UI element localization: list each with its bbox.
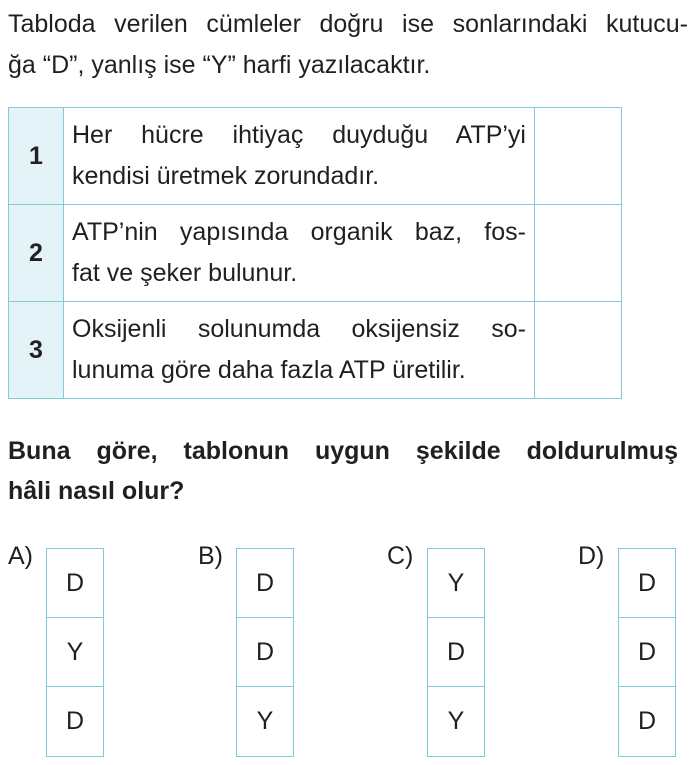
- instructions-line-1: Tabloda verilen cümleler doğru ise sonlarındaki kutucu-: [8, 10, 688, 38]
- statement-line: ATP’nin yapısında organik baz, fos-: [72, 218, 526, 246]
- option-label: D): [578, 542, 605, 570]
- statements-table: [8, 107, 622, 399]
- statement-text: [64, 108, 535, 205]
- statement-line: Oksijenli solunumda oksijensiz so-: [72, 315, 526, 343]
- option-cell: Y: [447, 707, 465, 735]
- question-line-2: hâli nasıl olur?: [8, 477, 185, 505]
- answer-box[interactable]: [535, 108, 622, 205]
- option-answer-column: [46, 548, 104, 757]
- question-text: [8, 431, 678, 511]
- option-cell: D: [428, 618, 484, 687]
- option-answer-column: [236, 548, 294, 757]
- option-label: C): [387, 542, 414, 570]
- statement-line: Her hücre ihtiyaç duyduğu ATP’yi: [72, 121, 526, 149]
- statement-line: fat ve şeker bulunur.: [72, 259, 298, 287]
- statement-number: 3: [9, 302, 64, 399]
- option-cell: D: [47, 549, 103, 618]
- option-cell: Y: [47, 618, 103, 687]
- statement-line: kendisi üretmek zorundadır.: [72, 162, 380, 190]
- instructions: [8, 4, 688, 86]
- answer-box[interactable]: [535, 205, 622, 302]
- option-cell: Y: [428, 549, 484, 618]
- answer-box[interactable]: [535, 302, 622, 399]
- statement-number: 1: [9, 108, 64, 205]
- option-cell: D: [619, 549, 675, 618]
- option-answer-column: [618, 548, 676, 757]
- statement-number: 2: [9, 205, 64, 302]
- option-cell: D: [637, 707, 657, 735]
- statement-row: [9, 302, 622, 399]
- statement-row: [9, 108, 622, 205]
- question-line-1: Buna göre, tablonun uygun şekilde doldurulmuş: [8, 437, 678, 465]
- option-cell: D: [237, 618, 293, 687]
- instructions-line-2: ğa “D”, yanlış ise “Y” harfi yazılacaktır.: [8, 51, 431, 79]
- statement-text: [64, 302, 535, 399]
- option-label: A): [8, 542, 33, 570]
- option-cell: D: [237, 549, 293, 618]
- statement-row: [9, 205, 622, 302]
- option-cell: Y: [256, 707, 274, 735]
- option-cell: D: [619, 618, 675, 687]
- option-cell: D: [65, 707, 85, 735]
- statement-line: lunuma göre daha fazla ATP üretilir.: [72, 356, 466, 384]
- option-label: B): [198, 542, 223, 570]
- statement-text: [64, 205, 535, 302]
- option-answer-column: [427, 548, 485, 757]
